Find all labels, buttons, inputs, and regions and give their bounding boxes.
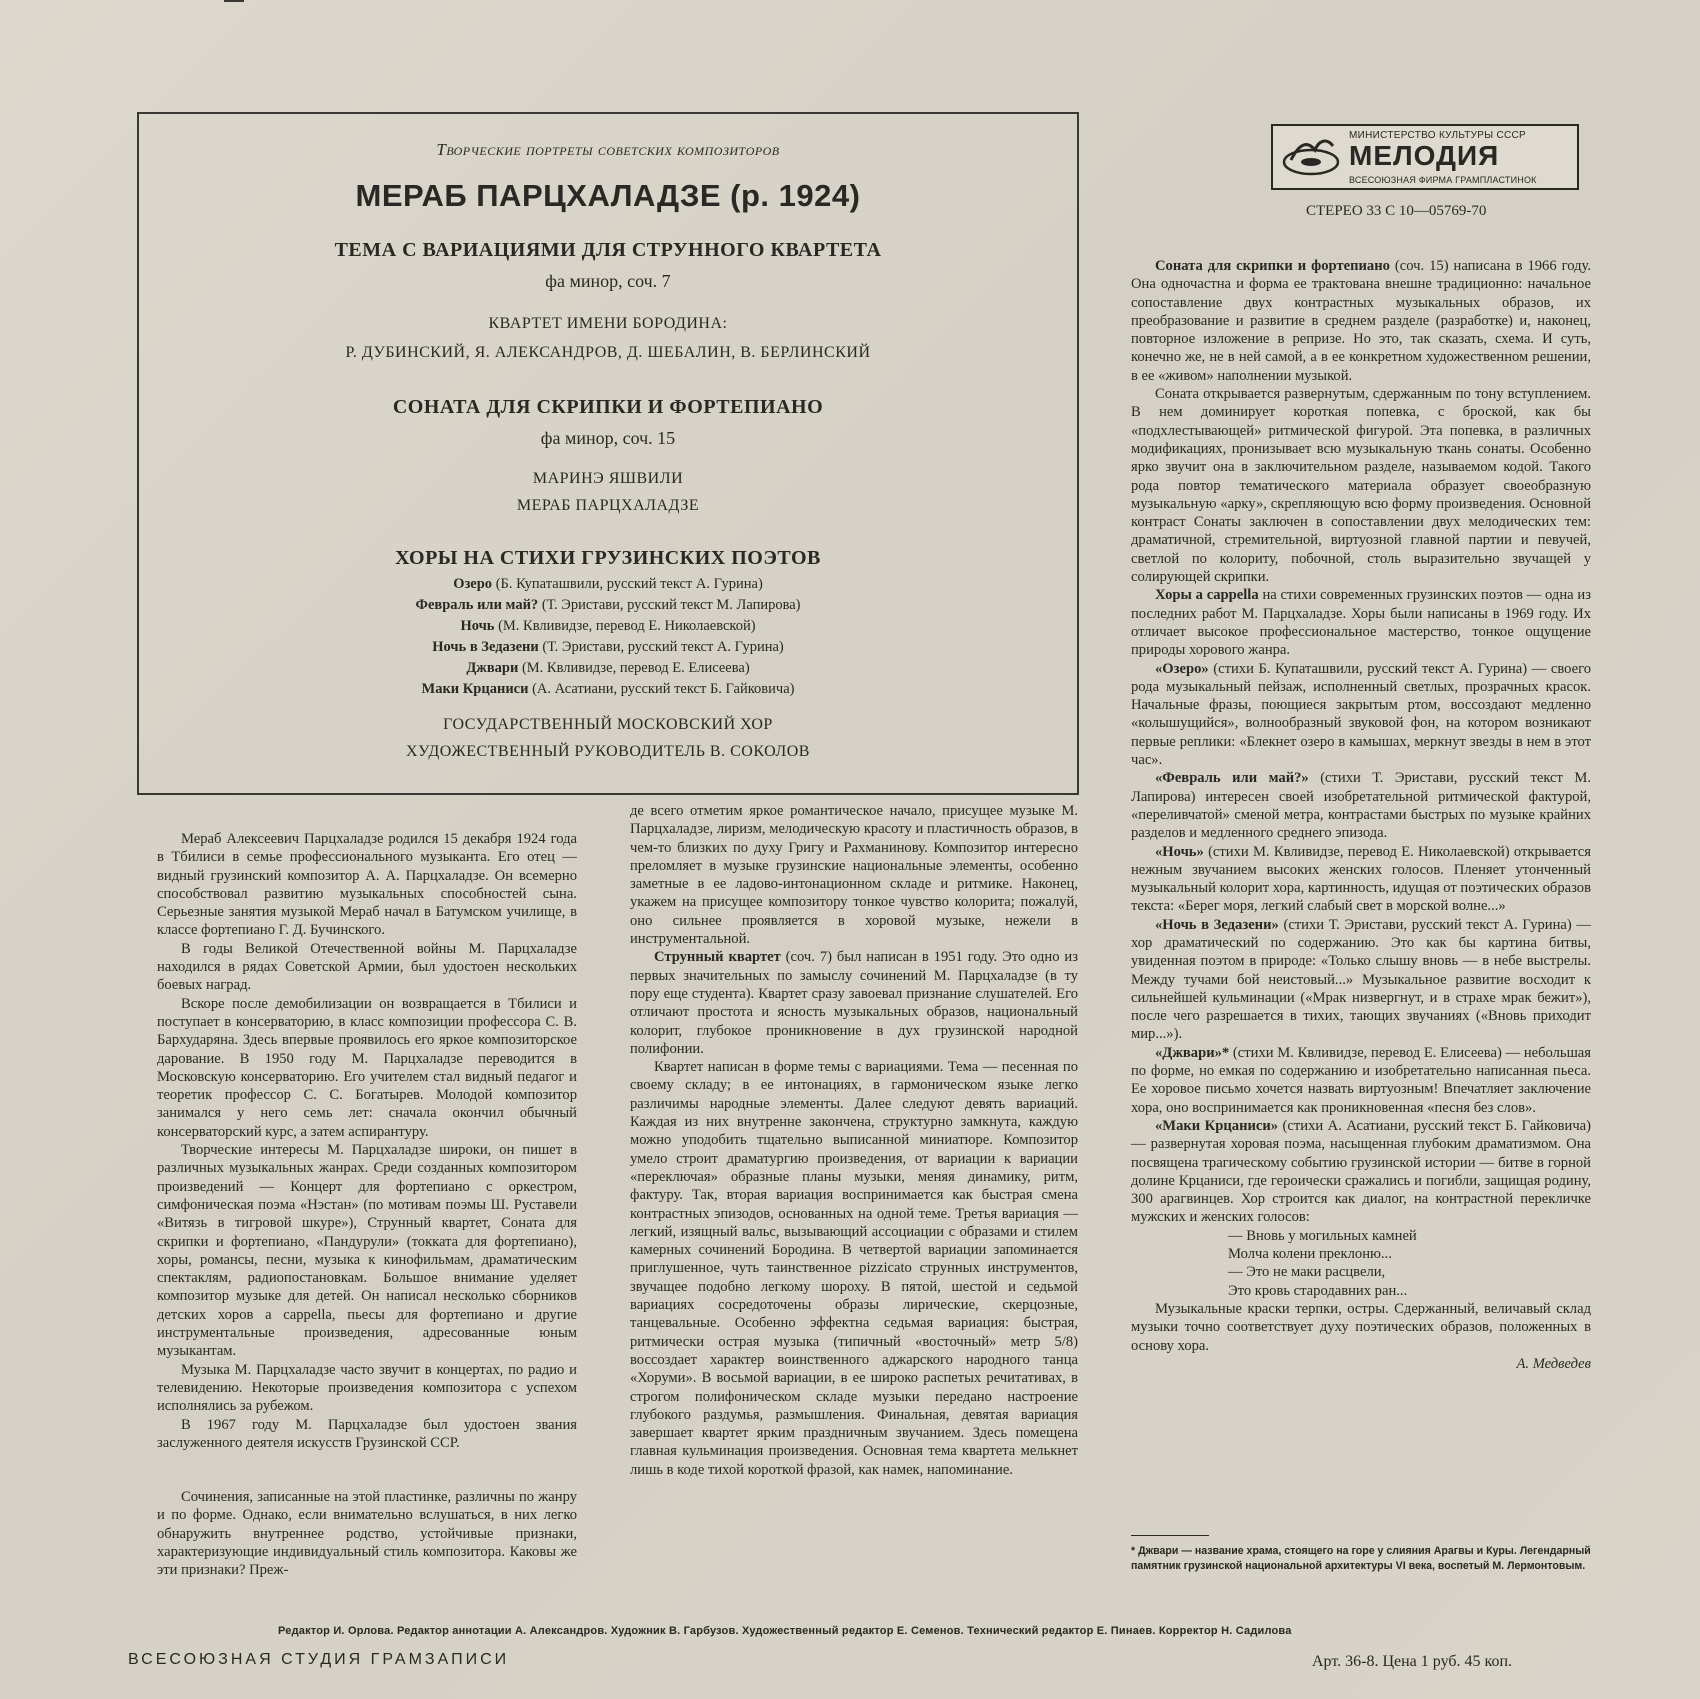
paragraph-text: на стихи современных грузинских поэтов — одна из последних работ М. Парцхаладзе. Хоры были написаны в 1969 году. Их отличает высокое профессиональное мастерство, тонкое ощущение природы хорового жанра. <box>1131 587 1591 659</box>
sonata-performer: МЕРАБ ПАРЦХАЛАДЗЕ <box>516 497 700 514</box>
song-name: Ночь <box>460 618 495 634</box>
paragraph <box>1131 660 1591 770</box>
paragraph-text: (стихи М. Квливидзе, перевод Е. Николаевской) открывается нежным звучанием высоких женских голосов. Пленяет утонченный музыкальный колорит хора, картинность, идущая от поэтических образов текста: «Берег моря, легкий слабый свет в морской волне...» <box>1131 843 1591 915</box>
paragraph <box>1131 257 1591 385</box>
poem-line: Это кровь стародавних ран... <box>1228 1282 1408 1299</box>
song-name: Ночь в Зедазени <box>432 639 539 655</box>
paragraph <box>1131 916 1591 1044</box>
song-name: Маки Крцаниси <box>421 681 529 697</box>
corner-mark <box>224 0 244 8</box>
paragraph-text: (соч. 7) был написан в 1951 году. Это одно из первых значительных по замыслу сочинений М. Парцхаладзе (в ту пору еще студента). Квартет сразу завоевал признание слушателей. Его отличают простота и ясность музыкальных образов, национальный колорит, глубокое проникновение в дух грузинской народной полифонии. <box>630 949 1078 1057</box>
choir-director: ХУДОЖЕСТВЕННЫЙ РУКОВОДИТЕЛЬ В. СОКОЛОВ <box>406 743 810 760</box>
song-heading: «Озеро» <box>1155 660 1209 677</box>
annotation-column-2 <box>630 802 1078 1479</box>
song-credit: (М. Квливидзе, перевод Е. Елисеева) <box>518 660 750 676</box>
paragraph: Мераб Алексеевич Парцхаладзе родился 15 декабря 1924 года в Тбилиси в семье профессионального музыканта. Его отец — видный грузинский композитор А. А. Парцхаладзе. Он всемерно способствовал развитию музыкальных способностей сына. Серьезные занятия музыкой Мераб начал в Батумском училище, в классе фортепиано Г. Д. Бучинского. <box>157 831 577 939</box>
song-line <box>137 639 1079 656</box>
song-heading: «Ночь в Зедазени» <box>1155 916 1279 933</box>
series-title: Творческие портреты советских композиторов <box>436 140 780 159</box>
author-signature: А. Медведев <box>1516 1355 1591 1372</box>
quartet-title: ТЕМА С ВАРИАЦИЯМИ ДЛЯ СТРУННОГО КВАРТЕТА <box>334 239 882 261</box>
song-credit: (М. Квливидзе, перевод Е. Николаевской) <box>494 618 756 634</box>
song-credit: (А. Асатиани, русский текст Б. Гайковича) <box>528 681 795 697</box>
paragraph-text: (стихи Т. Эристави, русский текст А. Гурина) — хор драматический по содержанию. Это как бы картина битвы, увиденная поэтом в природе: «Только слышу вновь — в небе выстрелы. Между тучами бой неистовый...» Музыкальное развитие восходит к сильнейшей кульминации («Мрак низвергнут, и в страхе мрак бежит»), после чего разрешается в тихих, тающих звучаниях («Вновь приходит мир...»). <box>1131 916 1591 1043</box>
song-credit: (Т. Эристави, русский текст А. Гурина) <box>538 639 784 655</box>
melodiya-logo <box>1271 124 1579 190</box>
choir-name: ГОСУДАРСТВЕННЫЙ МОСКОВСКИЙ ХОР <box>443 716 773 733</box>
song-line <box>137 576 1079 593</box>
paragraph-text: (стихи Т. Эристави, русский текст М. Лапирова) интересен своей изобретательной ритмической фактурой, «переливчатой» сменой метра, контрастами быстрых по музыке крайних разделов и медленного среднего эпизода. <box>1131 770 1591 842</box>
paragraph: В 1967 году М. Парцхаладзе был удостоен звания заслуженного деятеля искусств Грузинской ССР. <box>157 1416 577 1451</box>
song-line <box>137 681 1079 698</box>
work-heading: Струнный квартет <box>654 949 781 966</box>
footnote-divider <box>1131 1535 1209 1536</box>
annotation-column-1 <box>157 830 577 1580</box>
paragraph <box>1131 769 1591 842</box>
paragraph-text: (стихи М. Квливидзе, перевод Е. Елисеева) — небольшая по форме, но емкая по содержанию и изобретательно написанная пьеса. Ее хоровое письмо хочется назвать виртуозным! Впечатляет заключение хора, оно воспринимается как проникновенная «песня без слов». <box>1131 1044 1591 1116</box>
paragraph: Музыка М. Парцхаладзе часто звучит в концертах, по радио и телевидению. Некоторые произведения композитора с успехом исполнялись за рубежом. <box>157 1361 577 1415</box>
sonata-title: СОНАТА ДЛЯ СКРИПКИ И ФОРТЕПИАНО <box>392 396 824 418</box>
song-heading: «Маки Крцаниси» <box>1155 1117 1279 1134</box>
paragraph <box>1131 1117 1591 1227</box>
composer-name: МЕРАБ ПАРЦХАЛАДЗЕ (р. 1924) <box>355 178 861 213</box>
footnote: * Джвари — название храма, стоящего на горе у слияния Арагвы и Куры. Легендарный памятник грузинской национальной архитектуры VI века, воспетый М. Лермонтовым. <box>1131 1545 1591 1572</box>
song-heading: «Ночь» <box>1155 843 1204 860</box>
paragraph-text: (стихи Б. Купаташвили, русский текст А. Гурина) — своего рода музыкальный пейзаж, исполненный светлых, прозрачных красок. Начальные фразы, поющиеся закрытым ртом, воссоздают медленно «колышущийся», волнообразный звуковой фон, на котором возникают первые реплики: «Блекнет озеро в камышах, меркнут звезды в нем в этот час». <box>1131 660 1591 769</box>
poem-line: Молча колени преклоню... <box>1228 1246 1392 1263</box>
quartet-ensemble: КВАРТЕТ ИМЕНИ БОРОДИНА: <box>488 315 728 332</box>
poem-line: — Это не маки расцвели, <box>1228 1264 1386 1281</box>
paragraph <box>630 948 1078 1058</box>
quartet-members: Р. ДУБИНСКИЙ, Я. АЛЕКСАНДРОВ, Д. ШЕБАЛИН, В. БЕРЛИНСКИЙ <box>345 344 871 361</box>
studio-name: ВСЕСОЮЗНАЯ СТУДИЯ ГРАМЗАПИСИ <box>128 1651 510 1668</box>
paragraph: Сочинения, записанные на этой пластинке, различны по жанру и по форме. Однако, если внимательно вслушаться, в них легко обнаружить внутреннее родство, устойчивые признаки, характеризующие индивидуальный стиль композитора. Каковы же эти признаки? Преж- <box>157 1489 577 1579</box>
paragraph: Соната открывается развернутым, сдержанным по тону вступлением. В нем доминирует короткая попевка, с броской, как бы «подхлестывающей» ритмической фигурой. Эта попевка, в различных модификациях, пронизывает всю музыкальную ткань сонаты. Особенно ярко звучит она в заключительном разделе, называемом кодой. Такого рода повтор тематического материала образует своеобразную музыкальную «арку», скрепляющую всю форму произведения. Основной контраст Сонаты заключен в сопоставлении двух мелодических тем: драматичной, стремительной, виртуозной главной партии и певучей, светлой по колориту, побочной, столь выразительно звучащей у солирующей скрипки. <box>1131 386 1591 586</box>
song-line <box>137 618 1079 635</box>
song-heading: «Джвари»* <box>1155 1044 1230 1061</box>
company-text: ВСЕСОЮЗНАЯ ФИРМА ГРАМПЛАСТИНОК <box>1349 175 1537 185</box>
song-line <box>137 660 1079 677</box>
editorial-credits: Редактор И. Орлова. Редактор аннотации А. Александров. Художник В. Гарбузов. Художественный редактор Е. Семенов. Технический редактор Е. Пинаев. Корректор Н. Садилова <box>278 1625 1292 1637</box>
song-line <box>137 597 1079 614</box>
paragraph <box>1131 1044 1591 1117</box>
annotation-column-3 <box>1131 257 1591 1373</box>
paragraph-text: (стихи А. Асатиани, русский текст Б. Гайковича) — развернутая хоровая поэма, насыщенная глубоким драматизмом. Она посвящена трагическому событию грузинской истории — битве в горной долине Крцаниси, где героически сражались и погибли, защищая родину, 300 арагвинцев. Хор строится как диалог, на контрастной перекличке мужских и женских голосов: <box>1131 1117 1591 1226</box>
work-heading: Хоры a cappella <box>1155 587 1259 604</box>
song-credit: (Б. Купаташвили, русский текст А. Гурина) <box>492 576 763 592</box>
song-name: Озеро <box>453 576 493 592</box>
song-name: Февраль или май? <box>415 597 539 613</box>
sonata-performer: МАРИНЭ ЯШВИЛИ <box>532 470 684 487</box>
sonata-key: фа минор, соч. 15 <box>540 428 676 448</box>
paragraph <box>1131 586 1591 659</box>
quartet-key: фа минор, соч. 7 <box>545 271 671 291</box>
paragraph: Квартет написан в форме темы с вариациями. Тема — песенная по своему складу; в ее интонациях, в гармоническом языке легко различимы народные элементы. Далее следуют девять вариаций. Каждая из них внутренне закончена, структурно замкнута, каждую можно уподобить тщательно выписанной миниатюре. Композитор умело строит драматургию произведения, от вариации к вариации «переключая» образные планы музыки, меняя динамику, ритм, фактуру. Так, вторая вариация воспринимается как быстрая смена контрастных эпизодов, основанных на одной теме. Третья вариация — легкий, изящный вальс, вызывающий ассоциации с образами и стилем камерных сочинений Бородина. В четвертой вариации запоминается приглушенное, чуть таинственное pizzicato струнных инструментов, звучащее подобно легкому шороху. В пятой, шестой и седьмой вариациях сосредоточены образы лирические, скерцозные, танцевальные. Особенно эффектна седьмая вариация: быстрая, ритмически острая музыка (типичный «восточный» метр 5/8) воссоздает характер воинственного аджарского народного танца «Хоруми». В восьмой вариации, в ее широко распетых речитативах, в строгом полифоническом складе музыки передано настроение глубокого раздумья, размышления. Финальная, девятая вариация завершает квартет ярким праздничным звучанием. Здесь помещена главная кульминация произведения. Основная тема квартета мелькнет лишь в коде тихой короткой фразой, как намек, напоминание. <box>630 1059 1078 1478</box>
melodiya-emblem-icon <box>1281 134 1341 180</box>
brand-name: МЕЛОДИЯ <box>1349 140 1500 171</box>
song-name: Джвари <box>466 660 519 676</box>
paragraph-text: (соч. 15) написана в 1966 году. Она одночастна и форма ее трактована внешне традиционно: начальное сопоставление двух контрастных музыкальных образов, их преобразование и развитие в среднем разделе (разработке) и, наконец, повторное изложение в репризе. Но это, так сказать, схема. И суть, конечно же, не в ней самой, а в ее конкретном художественном решении, в ее «живом» наполнении музыкой. <box>1131 258 1591 384</box>
paragraph: Творческие интересы М. Парцхаладзе широки, он пишет в различных музыкальных жанрах. Среди созданных композитором произведений — Концерт для фортепиано с оркестром, симфоническая поэма «Нэстан» (по мотивам поэмы Ш. Руставели «Витязь в тигровой шкуре»), Струнный квартет, Соната для скрипки и фортепиано, «Пандурули» (токката для фортепиано), хоры, романсы, песни, музыка к кинофильмам, драматическим спектаклям, радиопостановкам. Большое внимание уделяет композитор музыке для детей. Он написал несколько сборников детских хоров a cappella, пьесы для фортепиано и другие инструментальные произведения, адресованные юным музыкантам. <box>157 1142 577 1360</box>
choirs-title: ХОРЫ НА СТИХИ ГРУЗИНСКИХ ПОЭТОВ <box>395 547 821 569</box>
poem-line: — Вновь у могильных камней <box>1228 1227 1417 1244</box>
ministry-text: МИНИСТЕРСТВО КУЛЬТУРЫ СССР <box>1349 130 1527 141</box>
paragraph: Музыкальные краски терпки, остры. Сдержанный, величавый склад музыки точно соответствует духу поэтических образов, положенных в основу хора. <box>1131 1300 1591 1354</box>
paragraph: де всего отметим яркое романтическое начало, присущее музыке М. Парцхаладзе, лиризм, мелодическую красоту и пластичность образов, в чем-то близких по духу Григу и Рахманинову. Композитор интересно преломляет в музыке грузинские национальные элементы, особенно заметные в ее ладово-интонационном складе и ритмике. Наконец, укажем на присущее композитору тонкое чувство колорита; пожалуй, оно сильнее проявляется в хоровой музыке, нежели в инструментальной. <box>630 803 1078 948</box>
song-credit: (Т. Эристави, русский текст М. Лапирова) <box>538 597 801 613</box>
catalog-number: СТЕРЕО 33 С 10—05769-70 <box>1306 203 1487 219</box>
paragraph: В годы Великой Отечественной войны М. Парцхаладзе находился в рядах Советской Армии, был удостоен нескольких боевых наград. <box>157 940 577 994</box>
price-line: Арт. 36-8. Цена 1 руб. 45 коп. <box>1312 1653 1513 1670</box>
work-heading: Соната для скрипки и фортепиано <box>1155 258 1390 274</box>
song-heading: «Февраль или май?» <box>1155 770 1309 787</box>
paragraph <box>1131 843 1591 916</box>
paragraph: Вскоре после демобилизации он возвращается в Тбилиси и поступает в консерваторию, в класс композиции профессора С. В. Бархударяна. Здесь впервые проявилось его яркое композиторское дарование. В 1950 году М. Парцхаладзе переводится в Московскую консерваторию. Его учителем стал видный педагог и теоретик профессор С. С. Богатырев. Молодой композитор занимался у него семь лет: сначала окончил обычный консерваторский курс, а затем аспирантуру. <box>157 995 577 1140</box>
